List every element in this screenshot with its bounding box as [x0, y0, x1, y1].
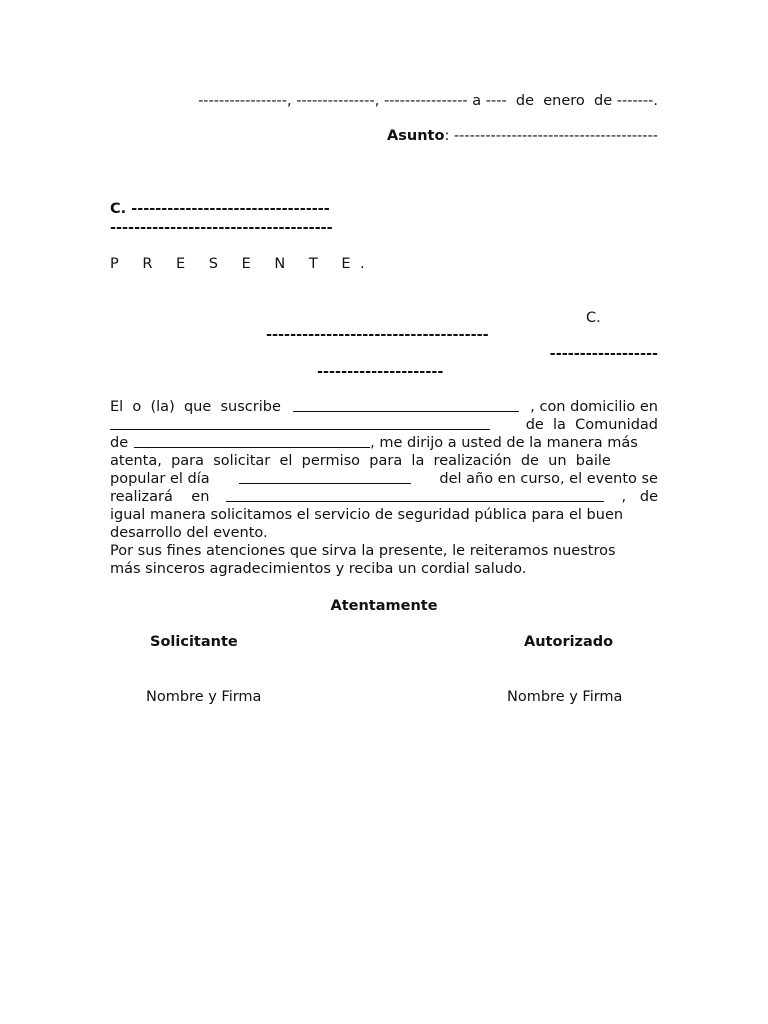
- body-text: del año en curso, el evento se: [439, 471, 658, 487]
- subject-line: [387, 127, 658, 145]
- recipient-line-1: C. ---------------------------------: [110, 201, 330, 217]
- body-text: , me dirijo a usted de la manera más: [370, 435, 638, 451]
- body-line-4: [110, 452, 658, 470]
- body-text: más sinceros agradecimientos y reciba un cordial saludo.: [110, 561, 527, 577]
- blank-field-location: [226, 488, 604, 502]
- signature-label-solicitante: Solicitante: [150, 634, 238, 650]
- present-heading: P R E S E N T E.: [110, 256, 375, 272]
- body-text: igual manera solicitamos el servicio de seguridad pública para el buen: [110, 507, 624, 523]
- cc-line-3: ------------------: [549, 346, 658, 362]
- body-line-2: [110, 416, 658, 434]
- body-line-1: [110, 398, 658, 416]
- body-line-8: [110, 524, 658, 542]
- cc-line-4: ---------------------: [317, 364, 444, 380]
- body-line-9: [110, 542, 658, 560]
- body-text: , con domicilio en: [530, 399, 658, 415]
- body-line-7: [110, 506, 658, 524]
- signature-name-solicitante: Nombre y Firma: [146, 689, 262, 705]
- recipient-line-2: -------------------------------------: [110, 220, 333, 236]
- body-text: de: [110, 435, 129, 451]
- blank-field-address: [110, 416, 490, 430]
- body-text: realizará en: [110, 489, 210, 505]
- blank-field-community: [134, 434, 370, 448]
- body-line-3: [110, 434, 658, 452]
- blank-field-name: [293, 398, 519, 412]
- subject-label: Asunto: [387, 128, 445, 144]
- signature-label-autorizado: Autorizado: [524, 634, 614, 650]
- body-line-5: [110, 470, 658, 488]
- body-line-6: [110, 488, 658, 506]
- body-text: desarrollo del evento.: [110, 525, 268, 541]
- body-text: popular el día: [110, 471, 210, 487]
- body-text: , de: [621, 489, 658, 505]
- date-line: -----------------, ---------------, ---------------- a ---- de enero de -------.: [198, 93, 658, 109]
- body-text: atenta, para solicitar el permiso para la realización de un baile: [110, 453, 611, 469]
- closing-atentamente: Atentamente: [330, 598, 438, 614]
- body-text: El o (la) que suscribe: [110, 399, 281, 415]
- cc-line-1: C.: [586, 310, 601, 326]
- body-text: Por sus fines atenciones que sirva la presente, le reiteramos nuestros: [110, 543, 616, 559]
- blank-field-date: [239, 470, 411, 484]
- letter-body: [110, 398, 658, 578]
- subject-value: : ---------------------------------------: [444, 128, 658, 144]
- body-text: de la Comunidad: [525, 417, 658, 433]
- cc-line-2: -------------------------------------: [266, 327, 489, 343]
- body-line-10: [110, 560, 658, 578]
- signature-name-autorizado: Nombre y Firma: [507, 689, 623, 705]
